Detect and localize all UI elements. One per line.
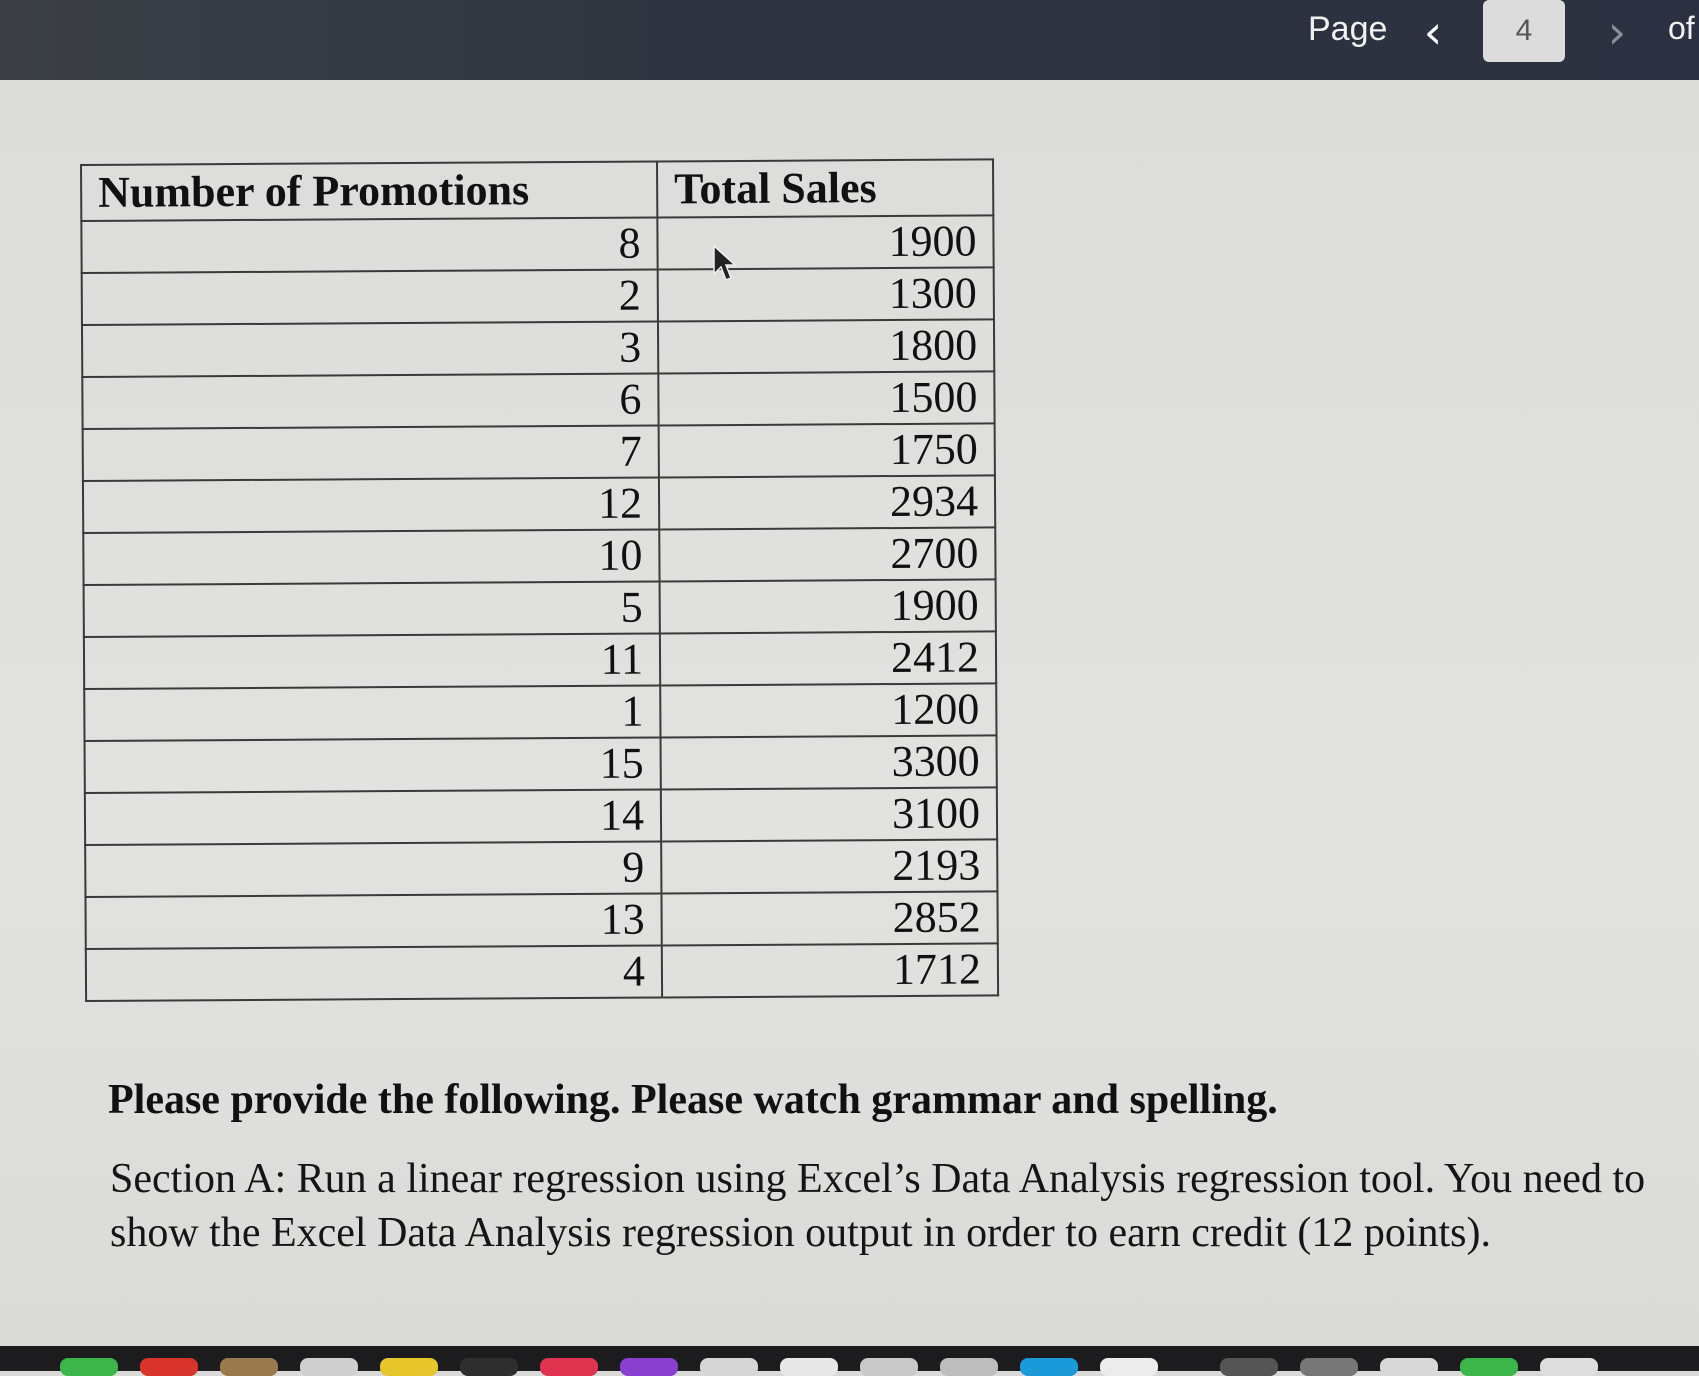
cell-number-of-promotions: 8	[81, 217, 657, 273]
data-table	[80, 158, 999, 1002]
document-page	[0, 80, 1699, 1346]
mouse-cursor-icon	[712, 244, 736, 284]
table-header-row	[81, 159, 993, 221]
dock-app-icon[interactable]	[1460, 1358, 1518, 1376]
dock-app-icon[interactable]	[380, 1358, 438, 1376]
cell-number-of-promotions: 2	[82, 269, 658, 325]
cell-total-sales: 1800	[658, 319, 994, 373]
table-row	[82, 319, 994, 377]
table-row	[81, 215, 993, 273]
cell-number-of-promotions: 5	[84, 581, 660, 637]
cell-number-of-promotions: 1	[84, 685, 660, 741]
cell-number-of-promotions: 11	[84, 633, 660, 689]
table-row	[85, 891, 997, 949]
dock-app-icon[interactable]	[300, 1358, 358, 1376]
cell-number-of-promotions: 12	[83, 477, 659, 533]
dock-app-icon[interactable]	[620, 1358, 678, 1376]
cell-total-sales: 2934	[659, 475, 995, 529]
cell-number-of-promotions: 14	[85, 789, 661, 845]
cell-number-of-promotions: 7	[83, 425, 659, 481]
cell-total-sales: 3100	[661, 787, 997, 841]
dock-app-icon[interactable]	[460, 1358, 518, 1376]
header-total-sales: Total Sales	[657, 159, 993, 217]
table-row	[84, 683, 996, 741]
dock-app-icon[interactable]	[1380, 1358, 1438, 1376]
table-row	[83, 475, 995, 533]
dock-app-icon[interactable]	[540, 1358, 598, 1376]
dock-app-icon[interactable]	[60, 1358, 118, 1376]
page-label: Page	[1308, 10, 1388, 48]
cell-total-sales: 1300	[658, 267, 994, 321]
table-row	[83, 527, 995, 585]
table-row	[83, 423, 995, 481]
chevron-right-icon[interactable]: ›	[1607, 5, 1627, 59]
dock-app-icon[interactable]	[860, 1358, 918, 1376]
page-of-label: of	[1668, 10, 1695, 46]
cell-total-sales: 1900	[657, 215, 993, 269]
cell-total-sales: 1712	[662, 943, 998, 997]
table-row	[82, 371, 994, 429]
cell-total-sales: 1500	[658, 371, 994, 425]
table-row	[85, 839, 997, 897]
table-row	[86, 943, 998, 1001]
table-row	[84, 579, 996, 637]
section-a-text: Section A: Run a linear regression using Excel’s Data Analysis regression tool. You need to show the Excel Data Analysis regression output in order to earn credit (12 points).	[110, 1156, 1646, 1256]
table-row	[82, 267, 994, 325]
cell-number-of-promotions: 3	[82, 321, 658, 377]
cell-total-sales: 2700	[659, 527, 995, 581]
dock-app-icon[interactable]	[1220, 1358, 1278, 1376]
cell-total-sales: 2412	[660, 631, 996, 685]
cell-number-of-promotions: 9	[85, 841, 661, 897]
cell-number-of-promotions: 13	[85, 893, 661, 949]
cell-total-sales: 3300	[661, 735, 997, 789]
table-row	[85, 787, 997, 845]
chevron-left-icon[interactable]: ‹	[1423, 5, 1443, 59]
pdf-toolbar	[0, 0, 1699, 80]
cell-number-of-promotions: 6	[82, 373, 658, 429]
cell-number-of-promotions: 4	[86, 945, 662, 1001]
dock-app-icon[interactable]	[1300, 1358, 1358, 1376]
dock-app-icon[interactable]	[700, 1358, 758, 1376]
cell-total-sales: 1900	[660, 579, 996, 633]
dock-app-icon[interactable]	[140, 1358, 198, 1376]
dock-app-icon[interactable]	[940, 1358, 998, 1376]
header-number-of-promotions: Number of Promotions	[81, 161, 657, 221]
dock-app-icon[interactable]	[1100, 1358, 1158, 1376]
dock-app-icon[interactable]	[780, 1358, 838, 1376]
cell-total-sales: 2852	[661, 891, 997, 945]
page-number-input[interactable]	[1483, 0, 1565, 62]
cell-total-sales: 1200	[660, 683, 996, 737]
cell-total-sales: 1750	[659, 423, 995, 477]
table-row	[85, 735, 997, 793]
dock-app-icon[interactable]	[220, 1358, 278, 1376]
instructions-text: Please provide the following. Please watch grammar and spelling.	[108, 1077, 1278, 1123]
cell-number-of-promotions: 15	[85, 737, 661, 793]
cell-total-sales: 2193	[661, 839, 997, 893]
cell-number-of-promotions: 10	[83, 529, 659, 585]
dock-app-icon[interactable]	[1020, 1358, 1078, 1376]
table-row	[84, 631, 996, 689]
dock-app-icon[interactable]	[1540, 1358, 1598, 1376]
